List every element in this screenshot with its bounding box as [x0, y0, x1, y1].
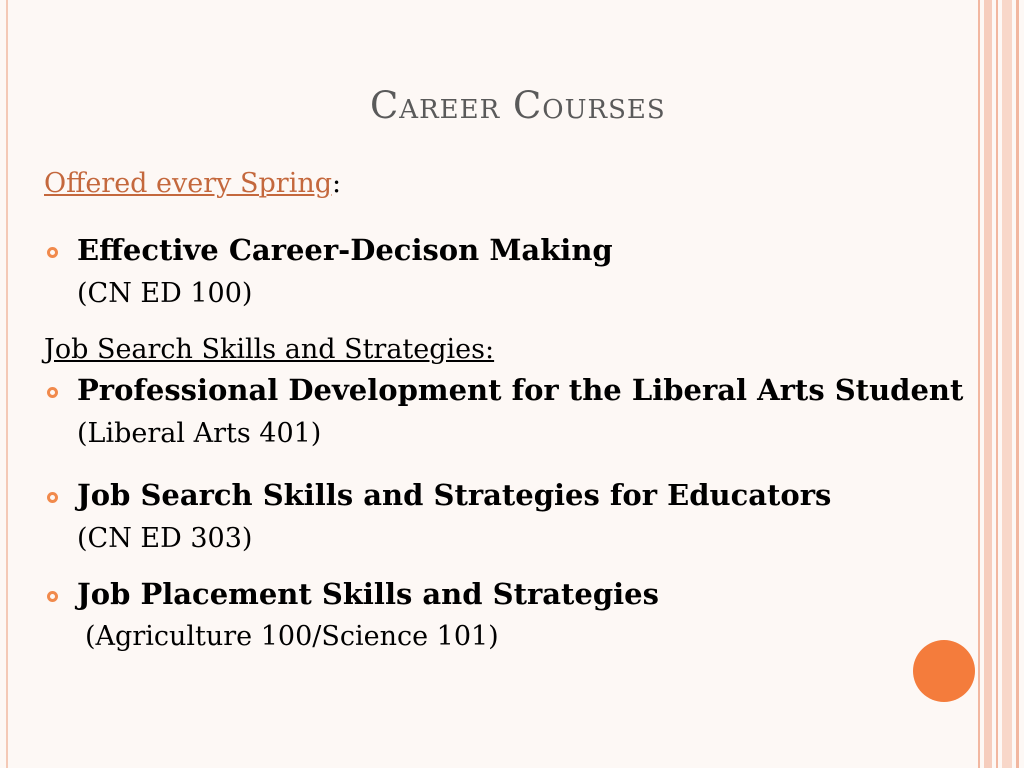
course-code: (Agriculture 100/Science 101): [85, 621, 499, 652]
job-search-heading: Job Search Skills and Strategies:: [44, 334, 495, 365]
bullet-icon: [47, 591, 58, 602]
stripe: [996, 0, 998, 768]
course-code: (CN ED 303): [77, 523, 253, 554]
offered-colon: :: [332, 168, 342, 199]
course-title: Professional Development for the Liberal Arts Student: [77, 373, 964, 407]
left-border-line: [6, 0, 8, 768]
decorative-orange-circle: [913, 640, 975, 702]
offered-line: [44, 168, 341, 199]
stripe: [978, 0, 980, 768]
stripe: [984, 0, 992, 768]
course-title: Effective Career-Decison Making: [77, 233, 613, 267]
stripe: [1016, 0, 1019, 768]
slide-title: Career Courses: [370, 84, 666, 127]
right-decorative-stripes: [978, 0, 1024, 768]
course-title: Job Placement Skills and Strategies: [77, 577, 659, 611]
bullet-icon: [47, 247, 58, 258]
course-code: (CN ED 100): [77, 278, 253, 309]
bullet-icon: [47, 492, 58, 503]
course-title: Job Search Skills and Strategies for Educators: [77, 478, 832, 512]
stripe: [1002, 0, 1012, 768]
offered-every-spring-link[interactable]: Offered every Spring: [44, 168, 332, 199]
bullet-icon: [47, 387, 58, 398]
course-code: (Liberal Arts 401): [77, 418, 322, 449]
